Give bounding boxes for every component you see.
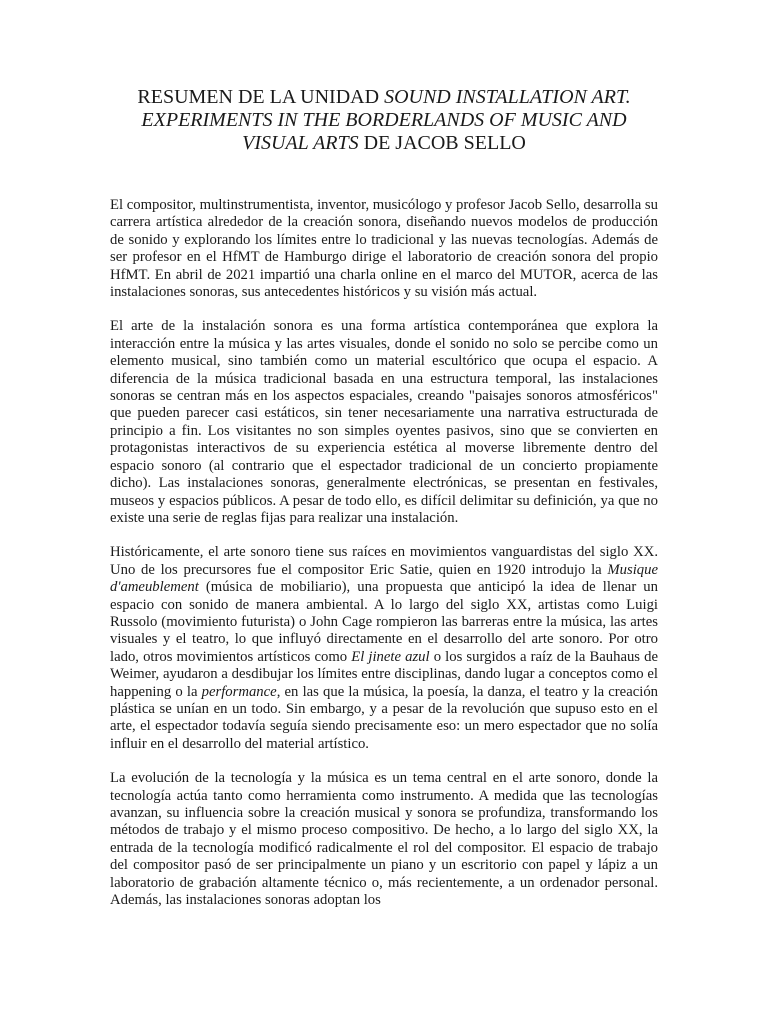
paragraph-3-italic-1: Musique d'ameublement [110,561,658,596]
title-prefix: RESUMEN DE LA UNIDAD [137,86,385,108]
paragraph-3 [110,544,658,753]
paragraph-3-text-2: (música de mobiliario), una propuesta que anticipó la idea de llenar un espacio con sonido de manera ambiental. A lo largo del siglo XX, artistas como Luigi Russolo (movimiento futurista) o John Cage rompieron las barreras entre la música, las artes visuales y el teatro, lo que influyó directamente en el desarrollo del arte sonoro. Por otro lado, otros movimientos artísticos como [110,579,658,665]
title-italic: SOUND INSTALLATION ART. EXPERIMENTS IN THE BORDERLANDS OF MUSIC AND VISUAL ARTS [141,86,631,154]
paragraph-3-text-4: , en las que la música, la poesía, la danza, el teatro y la creación plástica se unían en un todo. Sin embargo, y a pesar de la revolución que supuso esto en el arte, el espectador todavía seguía siendo precisamente eso: un mero espectador que no solía influir en el desarrollo del material artístico. [110,683,659,752]
paragraph-3-text-1: Históricamente, el arte sonoro tiene sus raíces en movimientos vanguardistas del siglo XX. Uno de los precursores fue el compositor Eric Satie, quien en 1920 introdujo la [110,544,658,578]
document-title [110,86,658,155]
paragraph-2: El arte de la instalación sonora es una forma artística contemporánea que explora la interacción entre la música y las artes visuales, donde el sonido no solo se percibe como un elemento musical, sino también como un material escultórico que ocupa el espacio. A diferencia de la música tradicional basada en una estructura temporal, las instalaciones sonoras se centran más en los aspectos espaciales, creando "paisajes sonoros atmosféricos" que pueden parecer casi estáticos, sin tener necesariamente una narrativa estructurada de principio a fin. Los visitantes no son simples oyentes pasivos, sino que se convierten en protagonistas interactivos de su experiencia estética al moverse libremente dentro del espacio sonoro (al contrario que el espectador tradicional de un concierto propiamente dicho). Las instalaciones sonoras, generalmente electrónicas, se presentan en festivales, museos y espacios públicos. A pesar de todo ello, es difícil delimitar su definición, ya que no existe una serie de reglas fijas para realizar una instalación. [110,318,658,526]
document-body [110,197,658,909]
paragraph-3-italic-2: El jinete azul [351,648,430,665]
paragraph-1: El compositor, multinstrumentista, inventor, musicólogo y profesor Jacob Sello, desarrolla su carrera artística alrededor de la creación sonora, diseñando nuevos modelos de producción de sonido y explorando los límites entre lo tradicional y las nuevas tecnologías. Además de ser profesor en el HfMT de Hamburgo dirige el laboratorio de creación sonora del propio HfMT. En abril de 2021 impartió una charla online en el marco del MUTOR, acerca de las instalaciones sonoras, sus antecedentes históricos y su visión más actual. [110,197,658,301]
paragraph-4: La evolución de la tecnología y la música es un tema central en el arte sonoro, donde la tecnología actúa tanto como herramienta como instrumento. A medida que las tecnologías avanzan, su influencia sobre la creación musical y sonora se profundiza, transformando los métodos de trabajo y el mismo proceso compositivo. De hecho, a lo largo del siglo XX, la entrada de la tecnología modificó radicalmente el rol del compositor. El espacio de trabajo del compositor pasó de ser principalmente un piano y un escritorio con papel y lápiz a un laboratorio de grabación altamente técnico o, más recientemente, a un ordenador personal. Además, las instalaciones sonoras adoptan los [110,770,658,909]
title-suffix: DE JACOB SELLO [358,132,526,154]
paragraph-3-italic-3: performance [201,683,277,700]
paragraph-3-text-3: o los surgidos a raíz de la Bauhaus de Weimer, ayudaron a desdibujar los límites entre disciplinas, dando lugar a conceptos como el happening o la [110,648,658,700]
